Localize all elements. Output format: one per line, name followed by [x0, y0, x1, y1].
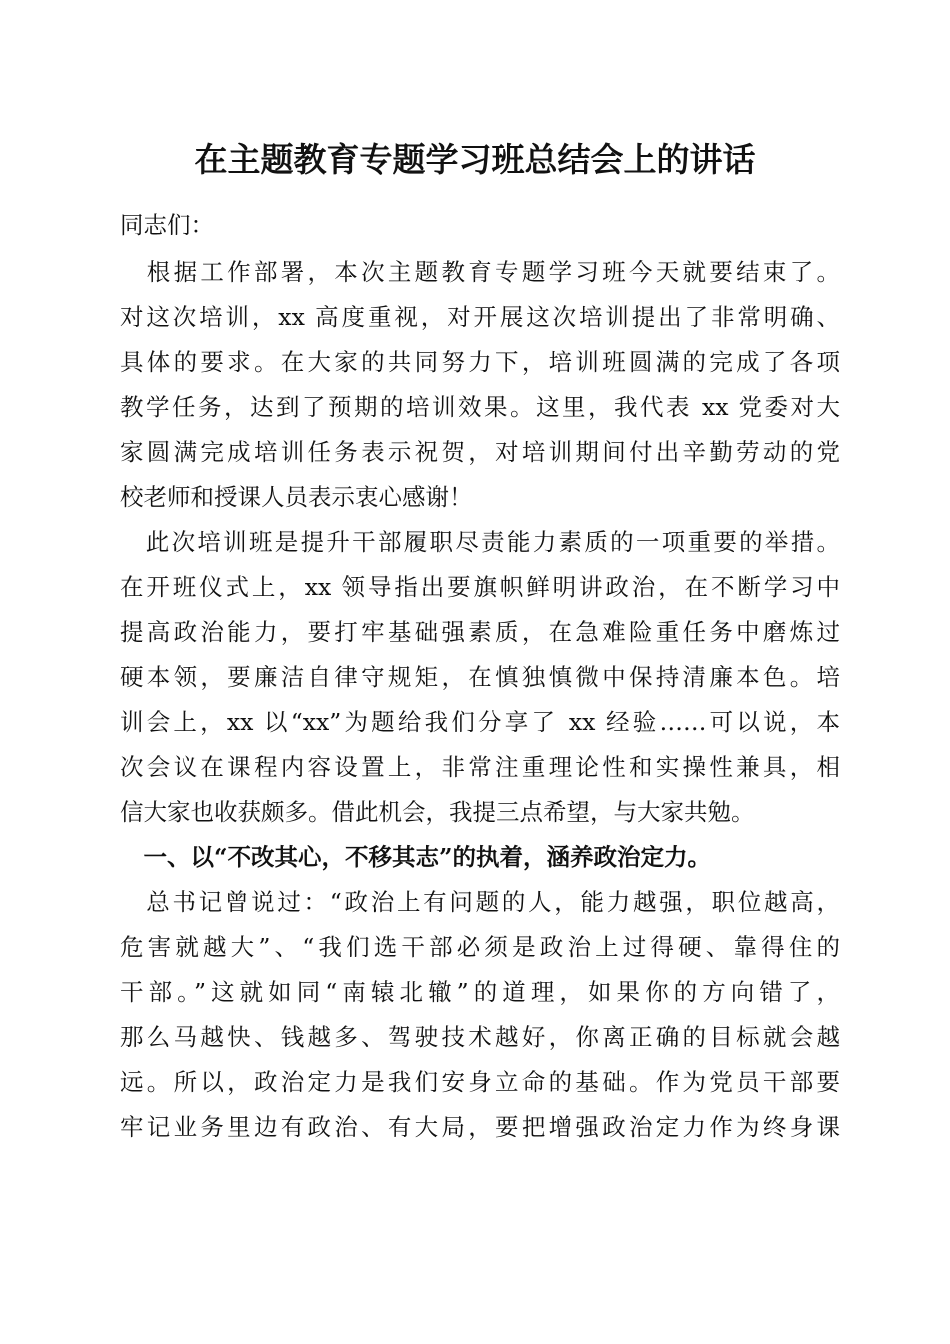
salutation: 同志们：	[120, 211, 214, 239]
paragraph-line: 家圆满完成培训任务表示祝贺，对培训期间付出辛勤劳动的党	[120, 438, 840, 466]
paragraph-line: 那么马越快、钱越多、驾驶技术越好，你离正确的目标就会越	[120, 1023, 840, 1051]
paragraph-line: 此次培训班是提升干部履职尽责能力素质的一项重要的举措。	[120, 528, 840, 556]
paragraph-line: 校老师和授课人员表示衷心感谢！	[120, 483, 473, 511]
paragraph-line: 提高政治能力，要打牢基础强素质，在急难险重任务中磨炼过	[120, 618, 840, 646]
paragraph-line: 牢记业务里边有政治、有大局，要把增强政治定力作为终身课	[120, 1113, 840, 1141]
paragraph-line: 危害就越大”、“我们选干部必须是政治上过得硬、靠得住的	[120, 933, 840, 961]
paragraph-line: 具体的要求。在大家的共同努力下，培训班圆满的完成了各项	[120, 348, 840, 376]
section-heading: 一、以“不改其心，不移其志”的执着，涵养政治定力。	[120, 843, 712, 871]
paragraph-line: 根据工作部署，本次主题教育专题学习班今天就要结束了。	[120, 258, 840, 286]
paragraph-line: 硬本领，要廉洁自律守规矩，在慎独慎微中保持清廉本色。培	[120, 663, 840, 691]
paragraph-line: 教学任务，达到了预期的培训效果。这里，我代表 xx 党委对大	[120, 393, 840, 421]
paragraph-line: 信大家也收获颇多。借此机会，我提三点希望，与大家共勉。	[120, 798, 755, 826]
paragraph-line: 干部。”这就如同“南辕北辙”的道理，如果你的方向错了，	[120, 978, 840, 1006]
paragraph-line: 远。所以，政治定力是我们安身立命的基础。作为党员干部要	[120, 1068, 840, 1096]
paragraph-line: 对这次培训，xx 高度重视，对开展这次培训提出了非常明确、	[120, 303, 840, 331]
paragraph-line: 在开班仪式上，xx 领导指出要旗帜鲜明讲政治，在不断学习中	[120, 573, 840, 601]
document-title: 在主题教育专题学习班总结会上的讲话	[194, 140, 756, 179]
paragraph-line: 训会上，xx 以“xx”为题给我们分享了 xx 经验……可以说，本	[120, 708, 840, 736]
paragraph-line: 次会议在课程内容设置上，非常注重理论性和实操性兼具，相	[120, 753, 840, 781]
paragraph-line: 总书记曾说过：“政治上有问题的人，能力越强，职位越高，	[120, 888, 840, 916]
